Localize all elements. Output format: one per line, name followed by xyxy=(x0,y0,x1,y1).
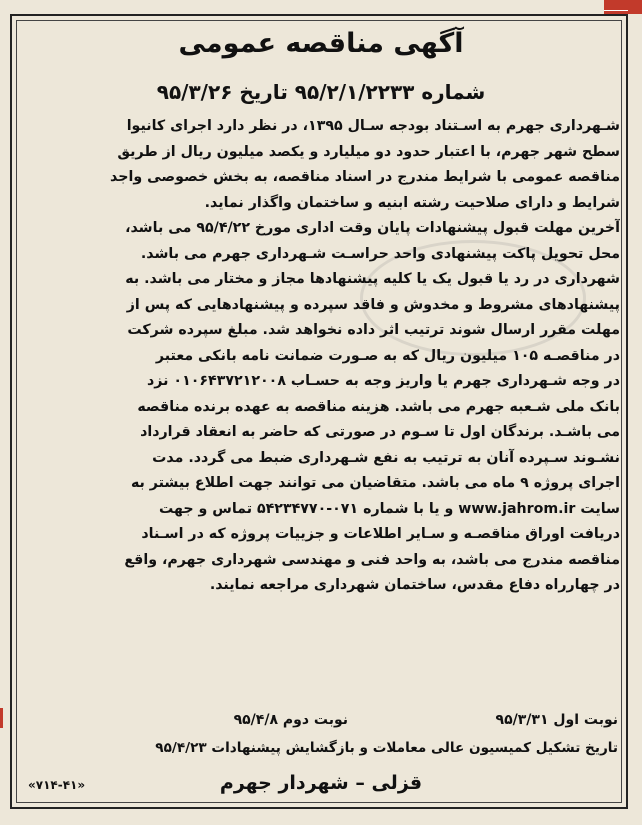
body-line: در وجه شـهرداری جهرم یا واریز وجه به حسـاب ۰۱۰۶۴۳۷۲۱۲۰۰۸ نزد xyxy=(147,373,620,389)
body-line: در مناقصـه ۱۰۵ میلیون ریال که به صـورت ضمانت نامه بانکی معتبر xyxy=(155,347,620,364)
publication-schedule xyxy=(22,712,618,734)
body-line: اجرای پروژه ۹ ماه می باشد. متقاضیان می توانند جهت اطلاع بیشتر به xyxy=(130,475,620,491)
notice-title: آگهی مناقصه عمومی xyxy=(178,28,464,59)
body-line: نشـوند سـپرده آنان به ترتیب به نفع شـهرداری ضبط می گردد. مدت xyxy=(152,449,620,466)
body-line: مهلت مقرر ارسال شوند ترتیب اثر داده نخواهد شد. مبلغ سپرده شرکت xyxy=(127,322,620,338)
notice-body xyxy=(22,114,620,599)
body-line: محل تحویل پاکت پیشنهادی واحد حراسـت شـهرداری جهرم می باشد. xyxy=(140,245,620,262)
body-line: شرایط و دارای صلاحیت رشته ابنیه و ساختمان واگذار نماید. xyxy=(204,194,620,211)
body-line: آخرین مهلت قبول پیشنهادات پایان وقت اداری مورخ ۹۵/۴/۲۲ می باشد، xyxy=(125,220,620,236)
first-publication: نوبت اول ۹۵/۳/۳۱ xyxy=(495,712,618,728)
body-line: بانک ملی شـعبه جهرم می باشد. هزینه مناقصه به عهده برنده مناقصه xyxy=(137,398,620,415)
edge-red-mark xyxy=(0,708,3,728)
notice-code: «۷۱۴-۴۱» xyxy=(28,778,86,792)
body-line: پیشنهادهای مشروط و مخدوش و فاقد سپرده و پیشنهادهایی که پس از xyxy=(126,296,620,313)
body-line: در چهارراه دفاع مقدس، ساختمان شهرداری مراجعه نمایند. xyxy=(209,577,620,593)
signature: قزلی – شهردار جهرم xyxy=(219,772,423,794)
body-line: مناقصه عمومی با شرایط مندرج در اسناد مناقصه، به بخش خصوصی واجد xyxy=(110,169,620,185)
commission-date: تاریخ تشکیل کمیسیون عالی معاملات و بازگشایش پیشنهادات ۹۵/۴/۲۳ xyxy=(155,740,618,756)
corner-red-mark xyxy=(604,0,642,14)
body-line-website: سایت www.jahrom.ir و یا با شماره ۰۷۱-۵۴۲۳۴۷۷۰ تماس و جهت xyxy=(158,500,620,517)
notice-number: شماره ۹۵/۲/۱/۲۲۳۳ تاریخ ۹۵/۳/۲۶ xyxy=(156,80,486,104)
body-line: سطح شهر جهرم، با اعتبار حدود دو میلیارد و یکصد میلیون ریال از طریق xyxy=(117,143,620,160)
body-line: می باشـد. برندگان اول تا سـوم در صورتی که حاضر به انعقاد قرارداد xyxy=(140,424,620,440)
second-publication: نوبت دوم ۹۵/۴/۸ xyxy=(233,712,348,728)
body-line: شهرداری در رد یا قبول یک یا کلیه پیشنهادها مجاز و مختار می باشد. به xyxy=(125,271,620,287)
body-line: مناقصه مندرج می باشد، به واحد فنی و مهندسی شهرداری جهرم، واقع xyxy=(124,551,620,568)
body-line: شـهرداری جهرم به اسـتناد بودجه سـال ۱۳۹۵، در نظر دارد اجرای کانیوا xyxy=(126,118,620,134)
body-line: دریافت اوراق مناقصـه و سـایر اطلاعات و جزییات پروژه که در اسـناد xyxy=(141,526,620,542)
